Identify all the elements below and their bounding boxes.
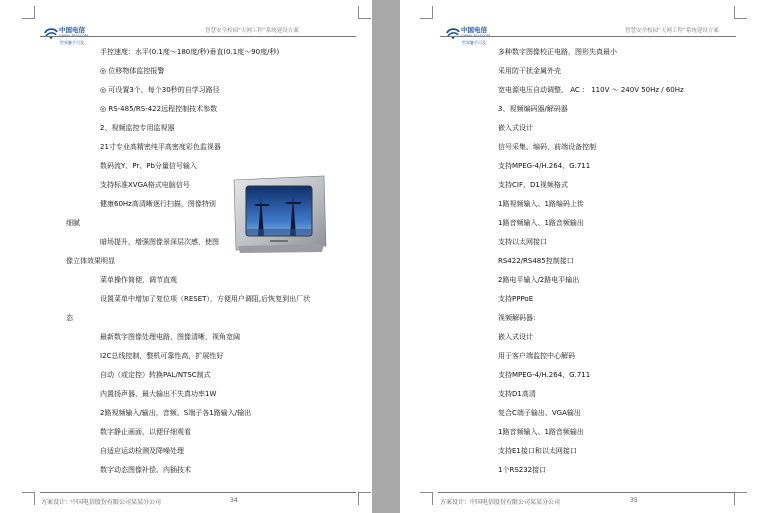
china-telecom-logo-icon <box>44 26 58 40</box>
text-line: 嵌入式设计 <box>498 124 533 132</box>
footer-rule <box>40 492 356 493</box>
logo-slogan: 世界触手可及 <box>60 40 84 45</box>
crt-monitor-image <box>230 174 328 254</box>
header-rule <box>440 36 736 37</box>
text-line: 内置扬声器，最大输出不失真功率1W <box>100 390 217 398</box>
text-line: 2路电平输入/2路电平输出 <box>498 276 580 284</box>
text-line: 1路音频输入、1路音频输出 <box>498 428 584 436</box>
crop-mark <box>734 492 747 505</box>
crop-mark <box>734 6 747 19</box>
text-line: 支持PPPoE <box>498 295 534 303</box>
header-title: 智慧安全校园“天网工程”系统建设方案 <box>205 28 299 34</box>
text-line: 最新数字图像处理电路，图像清晰，视角宽阔 <box>100 333 240 341</box>
crop-mark <box>22 6 35 19</box>
crop-mark <box>420 492 433 505</box>
header-title: 智慧安全校园“天网工程”系统建设方案 <box>625 28 719 34</box>
text-line: 暗场提升，增强图像景深层次感，使图 <box>100 238 219 246</box>
logo-en-text: CHINA TELECOM <box>461 34 490 38</box>
text-line: ◎ 可设置3个，每个30秒的自学习路径 <box>100 86 220 94</box>
text-line: 设置菜单中增加了复位项（RESET），方便用户调阻,后恢复到出厂状 <box>100 295 311 303</box>
text-line: 支持以太网接口 <box>498 238 547 246</box>
text-line: 数字动态图像补偿、内插技术 <box>100 466 191 474</box>
text-line: 细腻 <box>66 219 80 227</box>
text-line: 宽电源电压自动调整， AC ： 110V ～ 240V 50Hz / 60Hz <box>498 86 684 94</box>
text-line: 信号采集、编码、前端设备控制 <box>498 143 596 151</box>
china-telecom-logo-icon <box>446 26 460 40</box>
text-line: 2、视频监控专用监视器 <box>100 124 175 132</box>
document-page-right <box>400 0 760 513</box>
footer-rule <box>438 492 736 493</box>
logo-en-text: CHINA TELECOM <box>59 34 88 38</box>
text-line: 多种数字图像校正电路，图形失真最小 <box>498 48 617 56</box>
text-line: 复合C端子输出、VGA输出 <box>498 409 581 417</box>
crop-mark <box>22 492 35 505</box>
text-line: 1个RS232接口 <box>498 466 547 474</box>
text-line: 像立体效果明显 <box>66 257 115 265</box>
logo-cn-text: 中国电信 <box>461 26 487 34</box>
text-line: RS422/RS485控制接口 <box>498 257 574 265</box>
footer-label: 方案设计：中国电信股份有限公司某某分公司 <box>41 499 162 506</box>
text-line: 数码流Y、Pr、Pb分量信号输入 <box>100 162 197 170</box>
text-line: 21寸专业高精密纯平高密度彩色监视器 <box>100 143 221 151</box>
text-line: 视频解码器： <box>498 314 540 322</box>
text-line: 3、视频编码器/解码器 <box>498 105 568 113</box>
text-line: 健康60Hz高清晰逐行扫描，图像特别 <box>100 200 216 208</box>
logo-slogan: 世界触手可及 <box>462 40 486 45</box>
text-line: 支持E1接口和以太网接口 <box>498 447 577 455</box>
page-number: 35 <box>630 497 638 504</box>
text-line: 采用防干扰金属外壳 <box>498 67 561 75</box>
text-line: 2路视频输入/输出，音频、S端子各1路输入/输出 <box>100 409 252 417</box>
page-number: 34 <box>230 497 238 504</box>
text-line: 支持标准XVGA格式电脑信号 <box>100 181 190 189</box>
text-line: 支持CIF、D1视频格式 <box>498 181 568 189</box>
text-line: 态 <box>66 314 73 322</box>
logo-cn-text: 中国电信 <box>59 26 85 34</box>
text-line: 自动（或定控）转换PAL/NTSC制式 <box>100 371 211 379</box>
text-line: 手控速度：水平(0.1度～180度/秒)垂直(0.1度～90度/秒) <box>100 48 280 56</box>
text-line: 数字静止画面，以便仔细观看 <box>100 428 191 436</box>
header-rule <box>40 36 356 37</box>
text-line: 嵌入式设计 <box>498 333 533 341</box>
crop-mark <box>358 492 371 505</box>
text-line: ◎ RS-485/RS-422远程控制技术参数 <box>100 105 218 113</box>
text-line: 1路音频输入、1路音频输出 <box>498 219 584 227</box>
document-page-left <box>0 0 372 513</box>
text-line: 1路视频输入、1路编码上传 <box>498 200 584 208</box>
text-line: ◎ 位移物体监控报警 <box>100 67 165 75</box>
crop-mark <box>358 6 371 19</box>
text-line: 自适应运动检测及降噪处理 <box>100 447 184 455</box>
text-line: I2C总线控制，整机可靠性高，扩展性好 <box>100 352 224 360</box>
text-line: 支持MPEG-4/H.264、G.711 <box>498 162 591 170</box>
footer-label: 方案设计：中国电信股份有限公司某某分公司 <box>440 499 561 506</box>
crop-mark <box>420 6 433 19</box>
text-line: 支持MPEG-4/H.264、G.711 <box>498 371 591 379</box>
text-line: 菜单操作简便，调节直观 <box>100 276 177 284</box>
text-line: 支持D1高清 <box>498 390 536 398</box>
text-line: 用于客户端监控中心解码 <box>498 352 575 360</box>
